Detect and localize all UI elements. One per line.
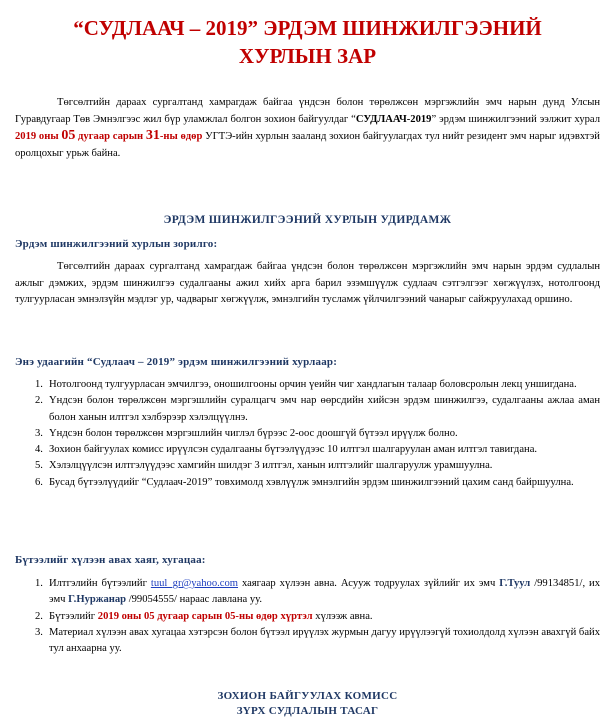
- agenda-list: [15, 377, 600, 491]
- agenda-item: 1. Нотолгоонд тулгуурласан эмчилгээ, оношилгооны орчин үеийн чиг хандлагын талаар боловсролын лекц уншигдана.: [35, 379, 577, 390]
- event-date-month-label: дугаар сарын: [75, 131, 146, 142]
- goal-paragraph: [15, 259, 600, 309]
- submission-heading: Бүтээлийг хүлээн авах хаяг, хугацаа:: [15, 554, 206, 566]
- guide-title: ЭРДЭМ ШИНЖИЛГЭЭНИЙ ХУРЛЫН УДИРДАМЖ: [163, 214, 452, 226]
- submission-item: 3. Материал хүлээн авах хугацаа хэтэрсэн болон бүтээл ирүүлэх журмын дагуу ирүүлээгүй тохиолдолд хүлээн авахгүй байх тул анхаарна уу.: [35, 626, 600, 655]
- agenda-item: 2. Үндсэн болон төрөлжсөн мэргэшлийн суралцагч эмч нар өөрсдийн хийсэн эрдэм шинжилгээ, судалгааны ажлаа аман болон ханын илтгэл хэлбэрээр хэлэлцүүлнэ.: [35, 395, 600, 423]
- event-date-day-label: -ны өдөр: [159, 131, 203, 142]
- submission-list: [15, 576, 600, 657]
- organizer-committee: ЗОХИОН БАЙГУУЛАХ КОМИСС: [217, 690, 398, 702]
- intro-text-1: Төгсөлтийн дараах сургалтанд хамрагдаж байгаа үндсэн болон төрөлжсөн мэргэжлийн эмч нарын дунд Улсын Гуравдугаар Төв Эмнэлгээс жил бүр уламжлал болгон зохион байгуулдаг “: [15, 97, 600, 125]
- contact-name-1: Г.Туул: [499, 578, 531, 589]
- contact-name-2: Г.Нуржанар: [68, 594, 127, 606]
- agenda-item: 3. Үндсэн болон төрөлжсөн мэргэшлийн чиглэл бүрээс 2-оос доошгүй бүтээл ирүүлж болно.: [35, 427, 458, 439]
- deadline-text: 2019 оны 05 дугаар сарын 05-ны өдөр хүртэл: [97, 610, 313, 622]
- goal-text: Төгсөлтийн дараах сургалтанд хамрагдаж байгаа үндсэн болон төрөлжсөн мэргэжлийн эмч нарын эрдэм судлалын ажлыг дэмжих, эрдэм шинжилгээ судалгааны ажил хийх арга барил эзэмшүүлж судлаач сэтгэлгээг хөгжүүлэх, нотолгоонд тулгуурласан эмнэлзүйн мэдлэг ур, чадварыг хөгжүүлж, эмнэлгийн тусламж үйлчилгээний чанарыг сайжруулахад оршино.: [15, 261, 600, 305]
- agenda-item: 6. Бусад бүтээлүүдийг “Судлаач-2019” товхимолд хэвлүүлж эмнэлгийн эрдэм шинжилгээний цахим санд байршуулна.: [35, 476, 574, 488]
- event-date-month: 05: [61, 128, 76, 143]
- organizer-department: ЗҮРХ СУДЛАЛЫН ТАСАГ: [236, 705, 379, 717]
- page-title-line1: “СУДЛААЧ – 2019” ЭРДЭМ ШИНЖИЛГЭЭНИЙ: [73, 16, 542, 40]
- email-link[interactable]: tuul_gr@yahoo.com: [150, 578, 239, 589]
- agenda-item: 4. Зохион байгуулах комисс ирүүлсэн судалгааны бүтээлүүдээс 10 илтгэл шалгаруулан аман илтгэл тавигдана.: [35, 444, 538, 456]
- submission-item: 1. Илтгэлийн бүтээлийг tuul_gr@yahoo.com хаягаар хүлээн авна. Асууж тодруулах зүйлийг их эмч Г.Туул /99134851/, их эмч Г.Нуржанар /99054555/ нараас лавлана уу.: [35, 578, 600, 606]
- conference-name: СУДЛААЧ-2019: [355, 113, 432, 125]
- intro-text-2: ” эрдэм шинжилгээний ээлжит хурал: [431, 113, 601, 125]
- goal-heading: Эрдэм шинжилгээний хурлын зорилго:: [15, 238, 218, 250]
- agenda-item: 5. Хэлэлцүүлсэн илтгэлүүдээс хамгийн шилдэг 3 илтгэл, ханын илтгэлийг шалгаруулж урамшуулна.: [35, 460, 493, 472]
- page-title-line2: ХУРЛЫН ЗАР: [238, 44, 377, 68]
- agenda-heading: Энэ удаагийн “Судлаач – 2019” эрдэм шинжилгээний хурлаар:: [15, 356, 338, 368]
- intro-text-3: УГТЭ-ийн хурлын зааланд зохион байгуулагдах тул нийт резидент эмч нарыг идэвхтэй оролцохыг урьж байна.: [15, 131, 600, 159]
- intro-paragraph: [15, 95, 600, 162]
- event-date-year: 2019 оны: [15, 131, 62, 142]
- event-date-day: 31: [145, 128, 160, 143]
- submission-item: 2. Бүтээлийг 2019 оны 05 дугаар сарын 05-ны өдөр хүртэл хүлээж авна.: [35, 610, 373, 622]
